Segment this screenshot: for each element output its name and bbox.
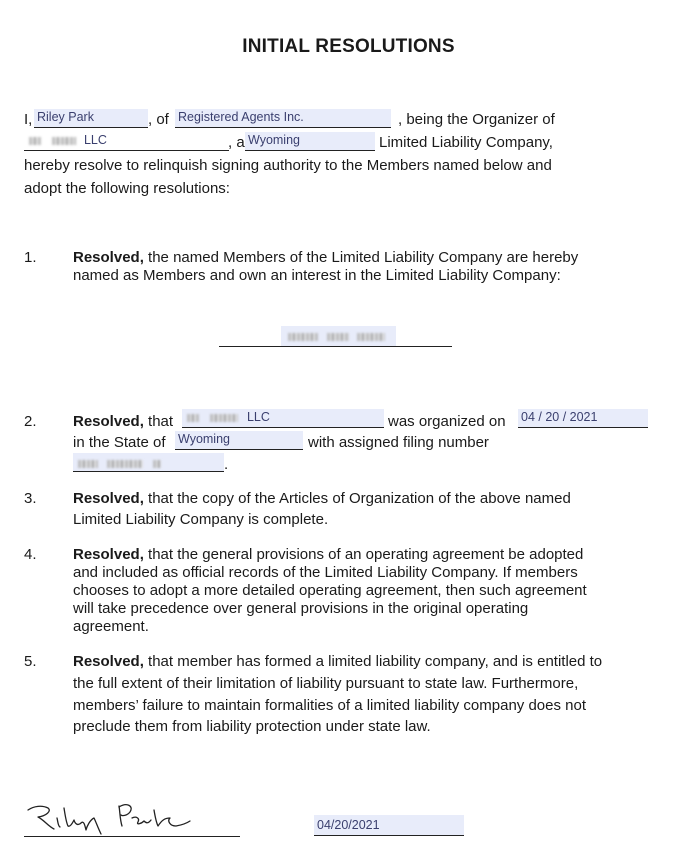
resolution-5-number: 5.: [24, 653, 37, 670]
resolution-2-lead: [73, 413, 173, 431]
redacted-member-blur: [327, 333, 349, 341]
state-field[interactable]: Wyoming: [245, 132, 375, 151]
resolution-4-line3: chooses to adopt a more detailed operating agreement, then such agreement: [73, 582, 587, 599]
document-title: INITIAL RESOLUTIONS: [242, 36, 455, 57]
resolution-2-period: .: [224, 456, 229, 473]
intro-a-text: , a: [228, 134, 245, 151]
resolution-2-state-prefix: in the State of: [73, 434, 166, 451]
registered-agent-field[interactable]: Registered Agents Inc.: [175, 109, 391, 128]
resolution-1-line2: named as Members and own an interest in the Limited Liability Company:: [73, 267, 561, 284]
resolution-3-line2: Limited Liability Company is complete.: [73, 511, 329, 528]
r2-llc-name-field[interactable]: [182, 409, 384, 428]
resolution-4-text: that the general provisions of an operating agreement be adopted: [148, 546, 584, 563]
resolution-1-number: 1.: [24, 249, 37, 266]
resolution-4-line2: and included as official records of the Limited Liability Company. If members: [73, 564, 578, 581]
resolution-4-line1: [73, 546, 583, 564]
resolution-4-number: 4.: [24, 546, 37, 563]
organized-date-field[interactable]: 04 / 20 / 2021: [518, 409, 648, 428]
signature-line: [24, 836, 240, 837]
redacted-name-blur: [52, 137, 76, 145]
redacted-member-blur: [288, 333, 318, 341]
redacted-filing-blur: [153, 460, 161, 468]
intro-llc-type-text: Limited Liability Company,: [379, 134, 553, 151]
resolution-3-text: that the copy of the Articles of Organization of the above named: [148, 490, 571, 507]
resolution-1-text: the named Members of the Limited Liability Company are hereby: [148, 249, 579, 266]
resolution-2-number: 2.: [24, 413, 37, 430]
resolution-1-line1: [73, 249, 578, 267]
redacted-name-blur: [210, 414, 238, 422]
member-blank-line-left: [219, 346, 281, 347]
llc-name-field[interactable]: [24, 132, 229, 151]
intro-line3: hereby resolve to relinquish signing authority to the Members named below and: [24, 157, 552, 174]
member-name-field[interactable]: [281, 326, 396, 347]
filing-number-field[interactable]: [73, 453, 224, 472]
handwritten-signature: [24, 796, 194, 836]
resolution-4-bold: Resolved,: [73, 546, 144, 563]
resolution-5-line1: [73, 653, 602, 671]
resolution-2-that: that: [148, 413, 174, 430]
resolution-3-line1: [73, 490, 571, 508]
redacted-filing-blur: [107, 460, 143, 468]
signature-date-field[interactable]: 04/20/2021: [314, 815, 464, 836]
intro-i-prefix: I,: [24, 111, 33, 128]
intro-line4: adopt the following resolutions:: [24, 180, 230, 197]
resolution-4-line5: agreement.: [73, 618, 149, 635]
redacted-name-blur: [187, 414, 199, 422]
resolution-2-organized-text: was organized on: [388, 413, 506, 430]
resolution-5-bold: Resolved,: [73, 653, 144, 670]
intro-being-text: , being the Organizer of: [398, 111, 555, 128]
resolution-3-number: 3.: [24, 490, 37, 507]
member-blank-line-right: [396, 346, 452, 347]
llc-suffix: LLC: [83, 133, 107, 147]
resolution-4-line4: will take precedence over general provisions in the original operating: [73, 600, 529, 617]
organizer-name-field[interactable]: Riley Park: [34, 109, 148, 128]
resolution-3-bold: Resolved,: [73, 490, 144, 507]
resolution-1-bold: Resolved,: [73, 249, 144, 266]
resolution-5-line4: preclude them from liability protection under state law.: [73, 718, 431, 735]
resolution-2-filing-text: with assigned filing number: [308, 434, 489, 451]
r2-llc-suffix: LLC: [246, 410, 270, 424]
resolution-5-text: that member has formed a limited liability company, and is entitled to: [148, 653, 603, 670]
intro-of-text: , of: [148, 111, 169, 128]
redacted-filing-blur: [78, 460, 98, 468]
redacted-name-blur: [29, 137, 41, 145]
r2-state-field[interactable]: Wyoming: [175, 431, 303, 450]
resolution-5-line3: members’ failure to maintain formalities of a limited liability company does not: [73, 697, 586, 714]
resolution-2-bold: Resolved,: [73, 413, 144, 430]
resolution-5-line2: the full extent of their limitation of liability pursuant to state law. Furthermore,: [73, 675, 579, 692]
redacted-member-blur: [357, 333, 385, 341]
